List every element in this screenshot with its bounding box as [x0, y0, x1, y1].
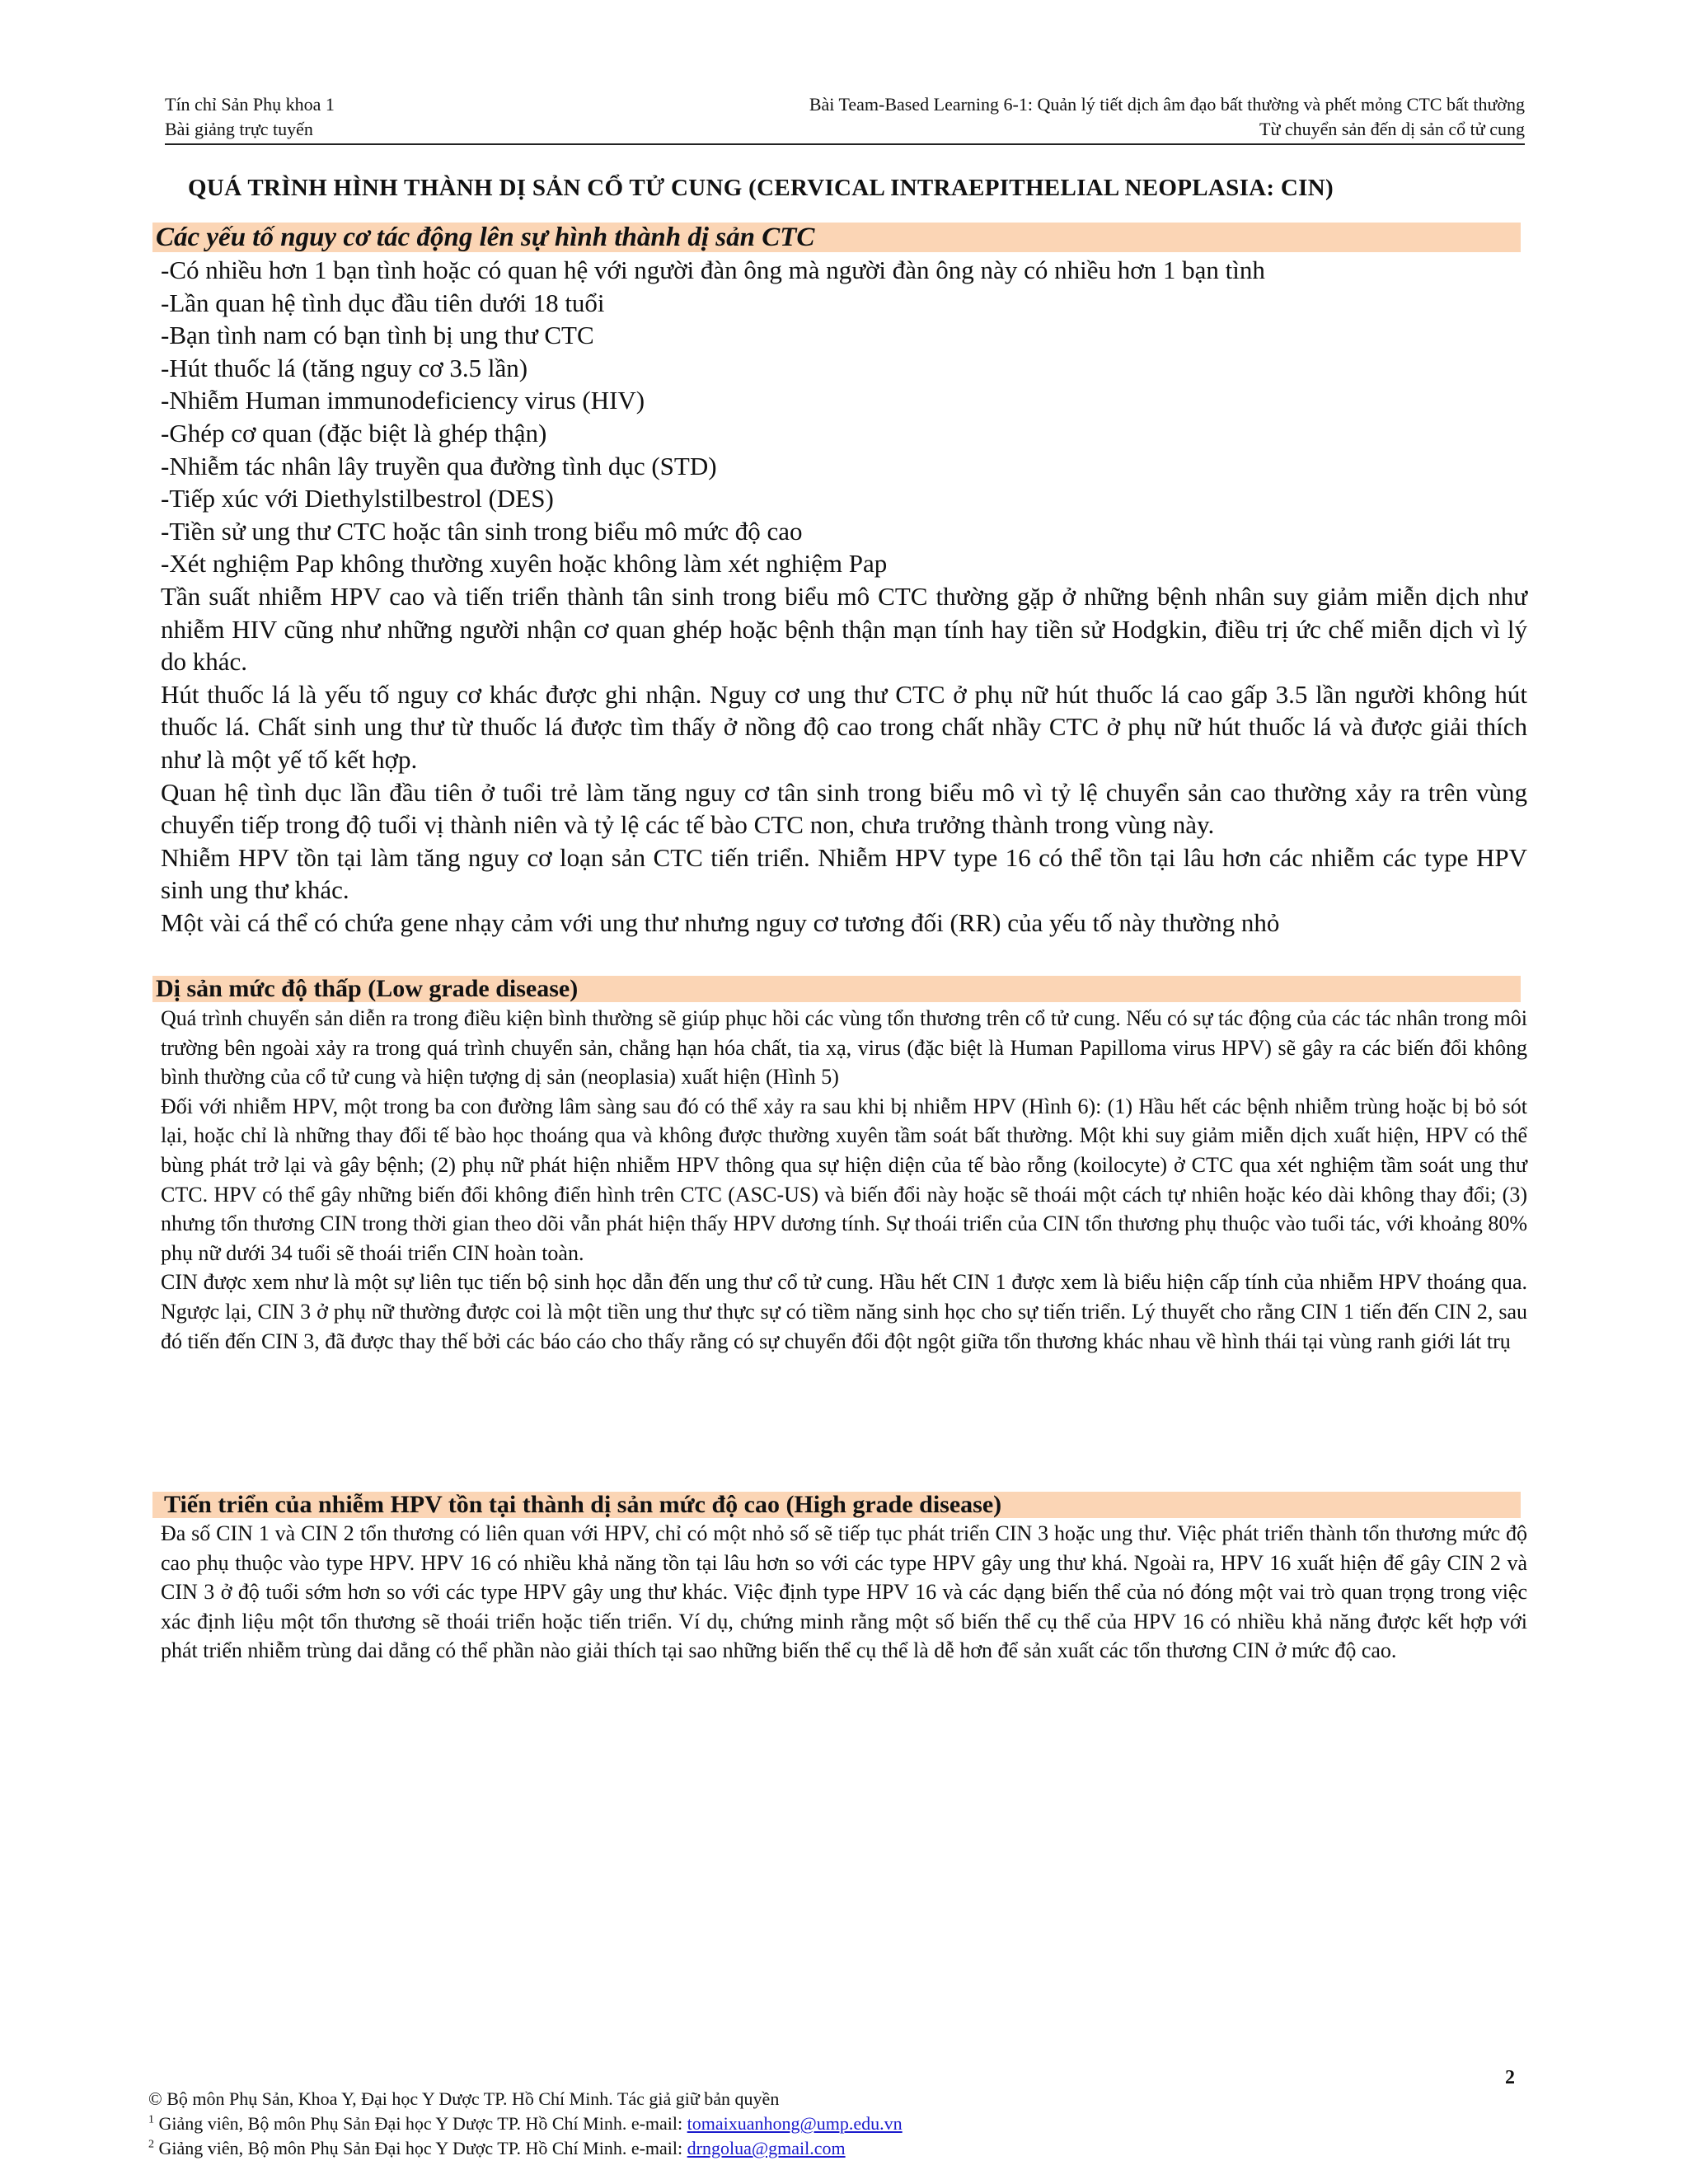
list-item: -Tiếp xúc với Diethylstilbestrol (DES) — [161, 484, 554, 513]
paragraph: Đối với nhiễm HPV, một trong ba con đường lâm sàng sau đó có thể xảy ra sau khi bị nhiễm HPV (Hình 6): (1) Hầu hết các bệnh nhiễm trùng hoặc bị bỏ sót lại, hoặc chỉ là những thay đổi tế bào học thoáng qua và không được thường xuyên tầm soát bất thường. Một khi suy giảm miễn dịch xuất hiện, HPV có thể bùng phát trở lại và gây bệnh; (2) phụ nữ phát hiện nhiễm HPV thông qua sự hiện diện của tế bào rỗng (koilocyte) ở CTC qua xét nghiệm tầm soát ung thư CTC. HPV có thể gây những biến đổi không điển hình trên CTC (ASC-US) và biến đổi này hoặc sẽ thoái một cách tự nhiên hoặc kéo dài không thay đổi; (3) nhưng tổn thương CIN trong thời gian theo dõi vẫn phát hiện thấy HPV dương tính. Sự thoái triển của CIN tổn thương phụ thuộc vào tuổi tác, với khoảng 80% phụ nữ dưới 34 tuổi sẽ thoái triển CIN hoàn toàn. — [161, 1094, 1527, 1265]
section-heading-risk-factors: Các yếu tố nguy cơ tác động lên sự hình thành dị sản CTC — [152, 223, 1521, 252]
footnote-text: Giảng viên, Bộ môn Phụ Sản Đại học Y Dược TP. Hồ Chí Minh. e-mail: — [154, 2113, 687, 2134]
page-header — [165, 89, 1525, 145]
list-item: -Có nhiều hơn 1 bạn tình hoặc có quan hệ với người đàn ông mà người đàn ông này có nhiều hơn 1 bạn tình — [161, 255, 1265, 284]
list-item: -Lần quan hệ tình dục đầu tiên dưới 18 tuổi — [161, 288, 605, 317]
header-right — [809, 92, 1525, 142]
email-link[interactable]: tomaixuanhong@ump.edu.vn — [687, 2113, 903, 2134]
paragraph: Quan hệ tình dục lần đầu tiên ở tuổi trẻ làm tăng nguy cơ tân sinh trong biểu mô vì tỷ lệ chuyển sản cao thường xảy ra trên vùng chuyển tiếp trong độ tuổi vị thành niên và tỷ lệ các tế bào CTC non, chưa trưởng thành trong vùng này. — [161, 777, 1527, 840]
high-grade-section — [161, 1519, 1527, 1666]
page-footer — [148, 2087, 903, 2161]
list-item: -Bạn tình nam có bạn tình bị ung thư CTC — [161, 321, 594, 350]
footnote-2 — [148, 2136, 903, 2161]
list-item: -Nhiễm Human immunodeficiency virus (HIV) — [161, 386, 645, 415]
risk-factors-section — [161, 254, 1527, 939]
list-item: -Hút thuốc lá (tăng nguy cơ 3.5 lần) — [161, 353, 528, 382]
course-name: Tín chỉ Sản Phụ khoa 1 — [165, 94, 335, 115]
course-subtitle: Bài giảng trực tuyến — [165, 119, 313, 139]
document-title: QUÁ TRÌNH HÌNH THÀNH DỊ SẢN CỔ TỬ CUNG (CERVICAL INTRAEPITHELIAL NEOPLASIA: CIN) — [188, 175, 1334, 201]
list-item: -Nhiễm tác nhân lây truyền qua đường tình dục (STD) — [161, 451, 717, 480]
paragraph: Tần suất nhiễm HPV cao và tiến triển thành tân sinh trong biểu mô CTC thường gặp ở những bệnh nhân suy giảm miễn dịch như nhiễm HIV cũng như những người nhận cơ quan ghép hoặc bệnh thận mạn tính hay tiền sử Hodgkin, điều trị ức chế miễn dịch vì lý do khác. — [161, 581, 1527, 677]
paragraph: Quá trình chuyển sản diễn ra trong điều kiện bình thường sẽ giúp phục hồi các vùng tổn thương trên cổ tử cung. Nếu có sự tác động của các tác nhân trong môi trường bên ngoài xảy ra trong quá trình chuyển sản, chẳng hạn hóa chất, tia xạ, virus (đặc biệt là Human Papilloma virus HPV) sẽ gây ra các biến đổi không bình thường của cổ tử cung và hiện tượng dị sản (neoplasia) xuất hiện (Hình 5) — [161, 1006, 1527, 1090]
paragraph: Một vài cá thể có chứa gene nhạy cảm với ung thư nhưng nguy cơ tương đối (RR) của yếu tố này thường nhỏ — [161, 907, 1280, 937]
list-item: -Tiền sử ung thư CTC hoặc tân sinh trong biểu mô mức độ cao — [161, 516, 803, 546]
footnote-mark: 1 — [148, 2113, 154, 2126]
low-grade-section — [161, 1004, 1527, 1356]
copyright-notice: © Bộ môn Phụ Sản, Khoa Y, Đại học Y Dược TP. Hồ Chí Minh. Tác giả giữ bản quyền — [148, 2088, 780, 2109]
paragraph: Hút thuốc lá là yếu tố nguy cơ khác được ghi nhận. Nguy cơ ung thư CTC ở phụ nữ hút thuốc lá cao gấp 3.5 lần người không hút thuốc lá. Chất sinh ung thư từ thuốc lá được tìm thấy ở nồng độ cao trong chất nhầy CTC ở phụ nữ hút thuốc lá và được giải thích như là một yế tố kết hợp. — [161, 679, 1527, 774]
lesson-title: Bài Team-Based Learning 6-1: Quản lý tiết dịch âm đạo bất thường và phết mỏng CTC bất thường — [809, 94, 1525, 115]
list-item: -Xét nghiệm Pap không thường xuyên hoặc không làm xét nghiệm Pap — [161, 549, 888, 579]
paragraph: Nhiễm HPV tồn tại làm tăng nguy cơ loạn sản CTC tiến triển. Nhiễm HPV type 16 có thể tồn tại lâu hơn các nhiễm các type HPV sinh ung thư khác. — [161, 842, 1527, 905]
lesson-subtitle: Từ chuyển sản đến dị sản cổ tử cung — [1259, 119, 1525, 139]
email-link[interactable]: drngolua@gmail.com — [687, 2138, 846, 2158]
header-left — [165, 92, 335, 142]
paragraph: Đa số CIN 1 và CIN 2 tổn thương có liên quan với HPV, chỉ có một nhỏ số sẽ tiếp tục phát triển CIN 3 hoặc ung thư. Việc phát triển thành tổn thương mức độ cao phụ thuộc vào type HPV. HPV 16 có nhiều khả năng tồn tại lâu hơn so với các type HPV gây ung thư khá. Ngoài ra, HPV 16 xuất hiện để gây CIN 2 và CIN 3 ở độ tuổi sớm hơn so với các type HPV gây ung thư khác. Việc định type HPV 16 và các dạng biến thể của nó đóng một vai trò quan trọng trong việc xác định liệu một tổn thương sẽ thoái triển hoặc tiến triển. Ví dụ, chứng minh rằng một số biến thể cụ thể của HPV 16 có nhiều khả năng được kết hợp với phát triển nhiễm trùng dai dẳng có thể phần nào giải thích tại sao những biến thể cụ thể là dễ hơn để sản xuất các tổn thương CIN ở mức độ cao. — [161, 1521, 1527, 1663]
footnote-1 — [148, 2111, 903, 2136]
paragraph: CIN được xem như là một sự liên tục tiến bộ sinh học dẫn đến ung thư cổ tử cung. Hầu hết CIN 1 được xem là biểu hiện cấp tính của nhiễm HPV thoáng qua. Ngược lại, CIN 3 ở phụ nữ thường được coi là một tiền ung thư thực sự có tiềm năng sinh học cho sự tiến triển. Lý thuyết cho rằng CIN 1 tiến đến CIN 2, sau đó tiến đến CIN 3, đã được thay thế bởi các báo cáo cho thấy rằng có sự chuyển đổi đột ngột giữa tổn thương khác nhau về hình thái tại vùng ranh giới lát trụ — [161, 1270, 1527, 1353]
page-number: 2 — [1505, 2067, 1515, 2088]
section-heading-low-grade: Dị sản mức độ thấp (Low grade disease) — [152, 976, 1521, 1002]
list-item: -Ghép cơ quan (đặc biệt là ghép thận) — [161, 418, 547, 448]
footnote-text: Giảng viên, Bộ môn Phụ Sản Đại học Y Dược TP. Hồ Chí Minh. e-mail: — [154, 2138, 687, 2158]
footnote-mark: 2 — [148, 2138, 154, 2151]
section-heading-high-grade: Tiến triển của nhiễm HPV tồn tại thành dị sản mức độ cao (High grade disease) — [152, 1492, 1521, 1518]
